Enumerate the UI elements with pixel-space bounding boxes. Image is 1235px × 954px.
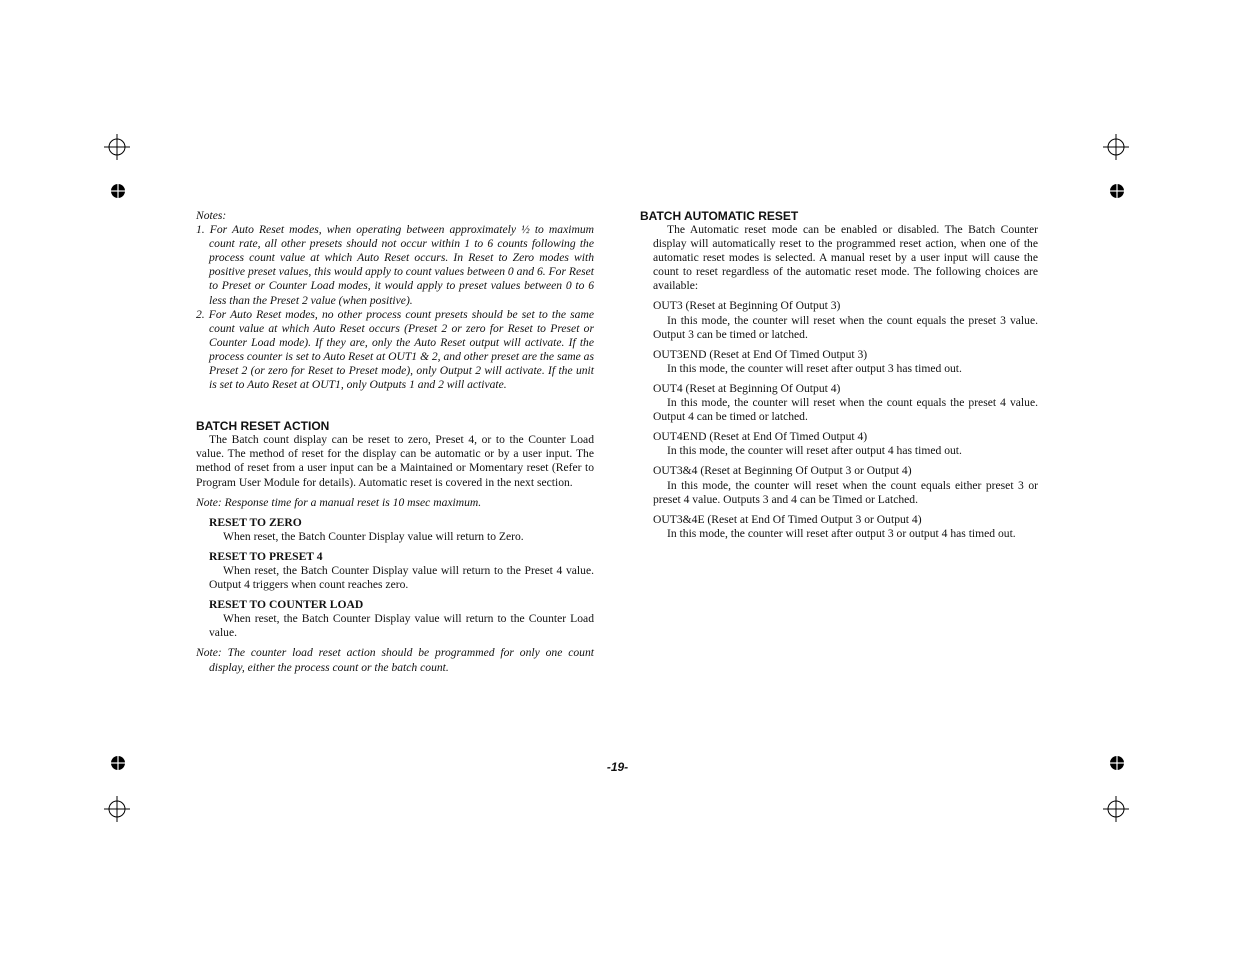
option-out3and4-body: In this mode, the counter will reset when the count equals either preset 3 or preset 4 value. Outputs 3 and 4 can be Timed or Latched. <box>653 478 1038 506</box>
note-1-text-b: to maximum count rate, all other presets should not occur within 1 to 6 counts following the process count value at which Auto Reset occurs. In Reset to Zero modes with positive preset values, this would apply to count values between 0 and 6. For Reset to Preset or Counter Load modes, it would apply to preset values between 0 to 6 less than the Preset 2 value (when positive). <box>209 223 594 307</box>
note-2: 2. For Auto Reset modes, no other process count presets should be set to the same count value at which Auto Reset occurs (Preset 2 or zero for Reset to Preset or Counter Load mode). If they are, only the Auto Reset output will activate. If the process counter is set to Auto Reset at OUT1 & 2, and other preset are the same as Preset 2 (or zero for Reset to Preset mode), only Output 2 will activate. If the unit is set to Auto Reset at OUT1, only Outputs 1 and 2 will activate. <box>196 307 594 392</box>
registration-dot-icon <box>1109 755 1125 771</box>
option-out4-heading: OUT4 (Reset at Beginning Of Output 4) <box>653 381 841 395</box>
note-1-fraction: ½ <box>521 223 530 237</box>
option-out4end-heading: OUT4END (Reset at End Of Timed Output 4) <box>653 430 868 444</box>
note-response-time: Note: Response time for a manual reset is 10 msec maximum. <box>196 495 482 509</box>
option-out3and4-heading: OUT3&4 (Reset at Beginning Of Output 3 or Output 4) <box>653 464 912 478</box>
option-out3end-heading: OUT3END (Reset at End Of Timed Output 3) <box>653 347 868 361</box>
option-out4end-body: In this mode, the counter will reset after output 4 has timed out. <box>667 444 962 458</box>
option-out3-body: In this mode, the counter will reset when the count equals the preset 3 value. Output 3 can be timed or latched. <box>653 313 1038 341</box>
option-out3end-body: In this mode, the counter will reset after output 3 has timed out. <box>667 361 962 375</box>
note-1 <box>196 223 594 308</box>
note-1-text-a: 1. For Auto Reset modes, when operating between approximately <box>196 223 522 237</box>
registration-dot-icon <box>110 755 126 771</box>
left-column <box>196 209 594 675</box>
batch-reset-action-heading: BATCH RESET ACTION <box>196 419 330 434</box>
option-out3and4e-heading: OUT3&4E (Reset at End Of Timed Output 3 or Output 4) <box>653 512 922 526</box>
registration-crosshair-icon <box>104 796 130 822</box>
registration-crosshair-icon <box>104 134 130 160</box>
registration-dot-icon <box>1109 183 1125 199</box>
option-out3and4e-body: In this mode, the counter will reset after output 3 or output 4 has timed out. <box>667 526 1016 540</box>
reset-to-preset4-heading: RESET TO PRESET 4 <box>209 549 323 563</box>
page-number: -19- <box>606 760 629 774</box>
reset-to-counter-load-body: When reset, the Batch Counter Display value will return to the Counter Load value. <box>209 612 594 640</box>
reset-to-zero-heading: RESET TO ZERO <box>209 515 302 529</box>
option-out4-body: In this mode, the counter will reset when the count equals the preset 4 value. Output 4 can be timed or latched. <box>653 396 1038 424</box>
registration-dot-icon <box>110 183 126 199</box>
reset-to-zero-body: When reset, the Batch Counter Display value will return to Zero. <box>223 529 524 543</box>
registration-crosshair-icon <box>1103 134 1129 160</box>
note-counter-load: Note: The counter load reset action should be programmed for only one count display, either the process count or the batch count. <box>196 646 594 674</box>
option-out3-heading: OUT3 (Reset at Beginning Of Output 3) <box>653 299 841 313</box>
batch-automatic-reset-body: The Automatic reset mode can be enabled or disabled. The Batch Counter display will automatically reset to the programmed reset action, when one of the automatic reset modes is selected. A manual reset by a user input will cause the count to reset regardless of the automatic reset mode. The following choices are available: <box>653 223 1038 293</box>
notes-label: Notes: <box>196 209 227 222</box>
registration-crosshair-icon <box>1103 796 1129 822</box>
right-column <box>640 209 1038 541</box>
batch-automatic-reset-heading: BATCH AUTOMATIC RESET <box>640 209 799 223</box>
reset-to-counter-load-heading: RESET TO COUNTER LOAD <box>209 598 364 612</box>
batch-reset-action-body: The Batch count display can be reset to zero, Preset 4, or to the Counter Load value. The method of reset for the display can be automatic or by a user input. The method of reset from a user input can be a Maintained or Momentary reset (Refer to Program User Module for details). Automatic reset is covered in the next section. <box>196 433 594 489</box>
reset-to-preset4-body: When reset, the Batch Counter Display value will return to the Preset 4 value. Output 4 triggers when count reaches zero. <box>209 563 594 592</box>
